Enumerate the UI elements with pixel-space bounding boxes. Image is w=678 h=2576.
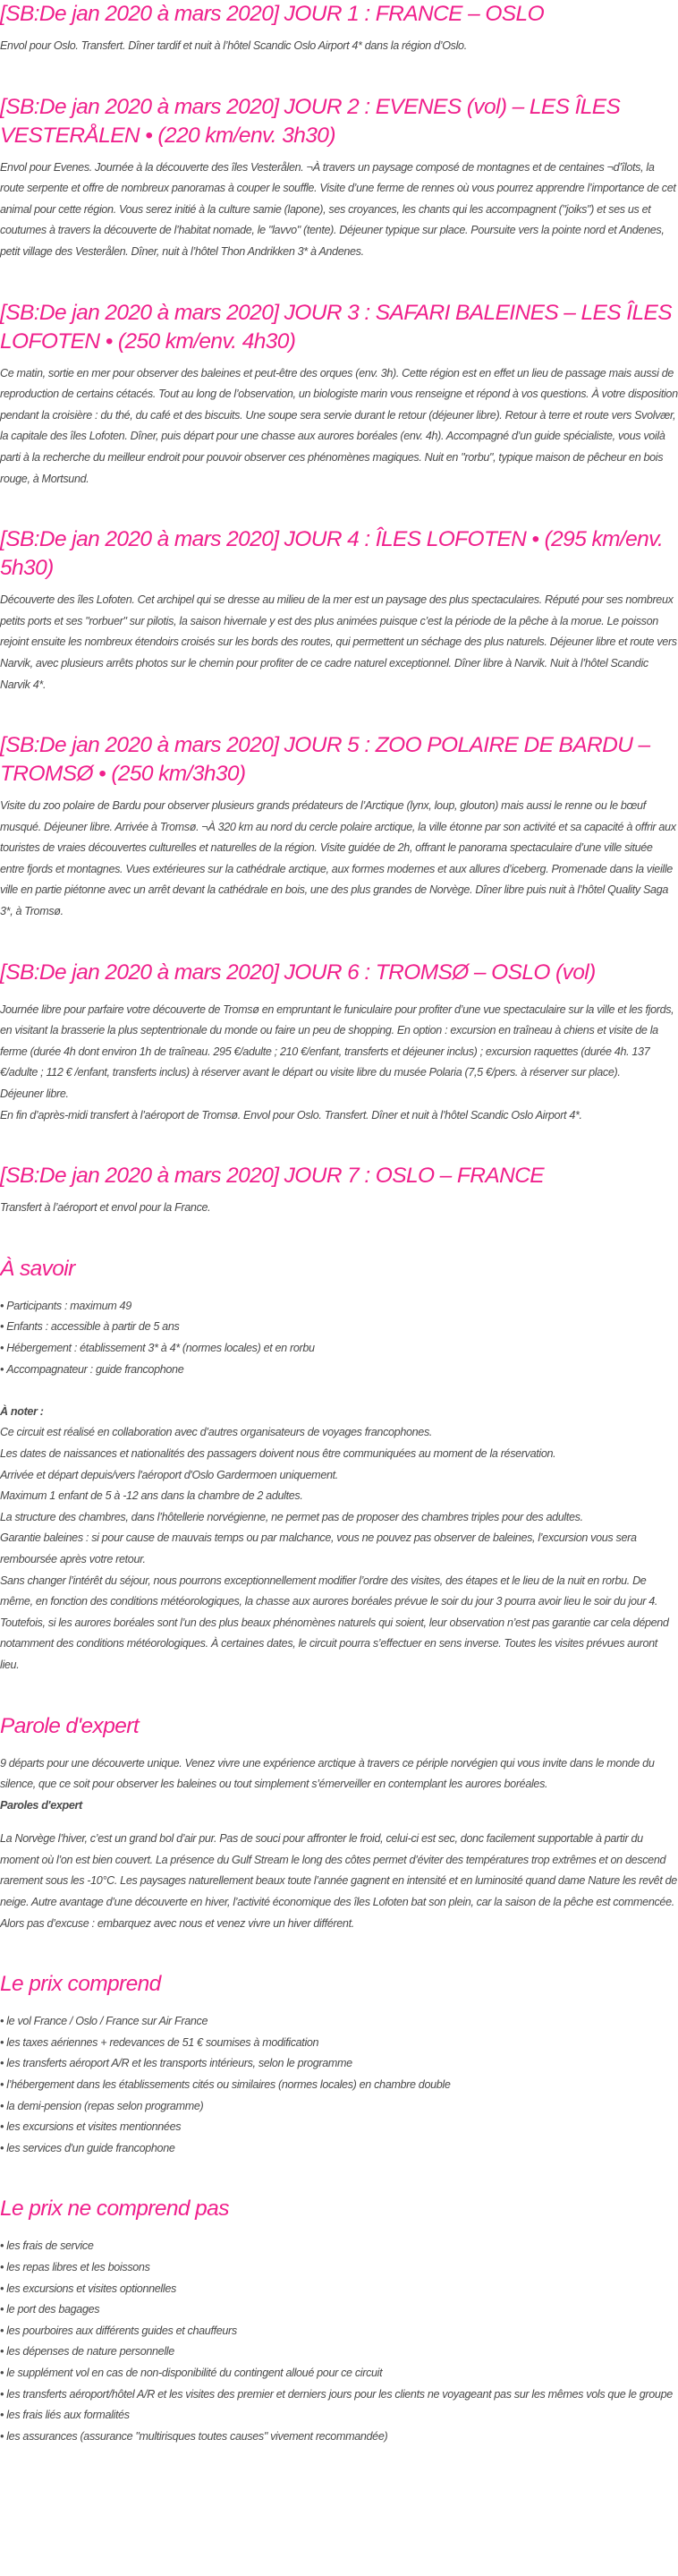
list-item: • les taxes aériennes + redevances de 51 € soumises à modification	[0, 2033, 678, 2054]
day-description: Envol pour Evenes. Journée à la découverte des îles Vesterålen. ¬À travers un paysage composé de montagnes et de centaines ¬d’îlots, la route serpente et offre de nombreux panoramas à couper le souffle. Visite d’une ferme de rennes où vous pourrez apprendre l’importance de cet animal pour cette région. Vous serez initié à la culture samie (lapone), ses croyances, les chants qui les accompagnent ("joiks") et ses us et coutumes à travers la découverte de l’habitat nomade, le "lavvo" (tente). Déjeuner typique sur place. Poursuite vers la pointe nord et Andenes, petit village des Vesterålen. Dîner, nuit à l’hôtel Thon Andrikken 3* à Andenes.	[0, 160, 676, 258]
a-savoir-section	[0, 1255, 678, 1676]
day-1	[0, 0, 678, 57]
prix-comprend-section	[0, 1970, 678, 2159]
prix-ne-comprend-pas-section	[0, 2195, 678, 2447]
expert-intro: 9 départs pour une découverte unique. Venez vivre une expérience arctique à travers ce périple norvégien qui vous invite dans le monde du silence, que ce soit pour observer les baleines ou tout simplement s’émerveiller en contemplant les aurores boréales.	[0, 1756, 655, 1791]
list-item: • Participants : maximum 49	[0, 1296, 678, 1318]
day-description: En fin d’après-midi transfert à l’aéroport de Tromsø. Envol pour Oslo. Transfert. Dîner et nuit à l’hôtel Scandic Oslo Airport 4*.	[0, 1108, 582, 1122]
day-6	[0, 959, 678, 1127]
list-item: • les frais liés aux formalités	[0, 2405, 678, 2427]
day-description: Transfert à l’aéroport et envol pour la France.	[0, 1201, 211, 1215]
day-title: [SB:De jan 2020 à mars 2020] JOUR 2 : EVENES (vol) – LES ÎLES VESTERÅLEN • (220 km/env. 3h30)	[0, 94, 621, 148]
note: Arrivée et départ depuis/vers l'aéroport d'Oslo Gardermoen uniquement.	[0, 1468, 338, 1481]
day-2	[0, 93, 678, 263]
day-description: Découverte des îles Lofoten. Cet archipel qui se dresse au milieu de la mer est un paysage des plus spectaculaires. Réputé pour ses nombreux petits ports et ses "rorbuer" sur pilotis, la saison hivernale y est des plus animées puisque c’est la période de la pêche à la morue. Le poisson rejoint ensuite les nombreux étendoirs croisés sur les bords des routes, qui permettent un séchage des plus naturels. Déjeuner libre et route vers Narvik, avec plusieurs arrêts photos sur le chemin pour profiter de ce cadre naturel exceptionnel. Dîner libre à Narvik. Nuit à l’hôtel Scandic Narvik 4*.	[0, 593, 677, 691]
list-item: • les excursions et visites mentionnées	[0, 2117, 678, 2138]
section-title: Le prix comprend	[0, 1972, 161, 1997]
list-item: • les assurances (assurance "multirisques toutes causes" vivement recommandée)	[0, 2427, 678, 2448]
list-item: • les pourboires aux différents guides et chauffeurs	[0, 2321, 678, 2342]
note: Sans changer l’intérêt du séjour, nous pourrons exceptionnellement modifier l’ordre des visites, des étapes et le lieu de la nuit en rorbu. De même, en fonction des conditions météorologiques, la chasse aux aurores boréales prévue le soir du jour 3 pourra avoir lieu le soir du jour 4. Toutefois, si les aurores boréales sont l’un des plus beaux phénomènes naturels qui soient, leur observation n’est pas garantie car cela dépend notamment des conditions météorologiques. À certaines dates, le circuit pourra s’effectuer en sens inverse. Toutes les visites prévues auront lieu.	[0, 1574, 669, 1671]
list-item: • les frais de service	[0, 2236, 678, 2257]
note: Les dates de naissances et nationalités des passagers doivent nous être communiquées au moment de la réservation.	[0, 1446, 556, 1460]
day-title: [SB:De jan 2020 à mars 2020] JOUR 4 : ÎLES LOFOTEN • (295 km/env. 5h30)	[0, 527, 664, 581]
list-item: • les transferts aéroport A/R et les transports intérieurs, selon le programme	[0, 2053, 678, 2075]
day-title: [SB:De jan 2020 à mars 2020] JOUR 1 : FRANCE – OSLO	[0, 2, 545, 26]
day-description: Visite du zoo polaire de Bardu pour observer plusieurs grands prédateurs de l’Arctique (lynx, loup, glouton) mais aussi le renne ou le bœuf musqué. Déjeuner libre. Arrivée à Tromsø. ¬À 320 km au nord du cercle polaire arctique, la ville étonne par son activité et sa capacité à offrir aux touristes de vraies découvertes culturelles et naturelles de la région. Visite guidée de 2h, offrant le panorama spectaculaire d’une ville située entre fjords et montagnes. Vues extérieures sur la cathédrale arctique, aux formes modernes et aux allures d’iceberg. Promenade dans la vieille ville en partie piétonne avec un arrêt devant la cathédrale en bois, une des plus grandes de Norvège. Dîner libre puis nuit à l’hôtel Quality Saga 3*, à Tromsø.	[0, 799, 676, 918]
day-title: [SB:De jan 2020 à mars 2020] JOUR 6 : TROMSØ – OSLO (vol)	[0, 960, 596, 985]
day-description: Déjeuner libre.	[0, 1088, 69, 1101]
note: Maximum 1 enfant de 5 à -12 ans dans la chambre de 2 adultes.	[0, 1489, 303, 1503]
day-description: Ce matin, sortie en mer pour observer des baleines et peut-être des orques (env. 3h). Cette région est en effet un lieu de passage mais aussi de reproduction de certains cétacés. Tout au long de l’observation, un biologiste marin vous renseigne et répond à vos questions. À votre disposition pendant la croisière : du thé, du café et des biscuits. Une soupe sera servie durant le retour (déjeuner libre). Retour à terre et route vers Svolvær, la capitale des îles Lofoten. Dîner, puis départ pour une chasse aux aurores boréales (env. 4h). Accompagné d’un guide spécialiste, vous voilà parti à la recherche du meilleur endroit pour pouvoir observer ces phénomènes magiques. Nuit en "rorbu", typique maison de pêcheur en bois rouge, à Mortsund.	[0, 366, 678, 485]
list-item: • Hébergement : établissement 3* à 4* (normes locales) et en rorbu	[0, 1338, 678, 1360]
day-title: [SB:De jan 2020 à mars 2020] JOUR 3 : SAFARI BALEINES – LES ÎLES LOFOTEN • (250 km/env. 4h30)	[0, 300, 672, 354]
section-title: À savoir	[0, 1256, 75, 1281]
day-title: [SB:De jan 2020 à mars 2020] JOUR 5 : ZOO POLAIRE DE BARDU – TROMSØ • (250 km/3h30)	[0, 733, 650, 787]
list-item: • le supplément vol en cas de non-disponibilité du contingent alloué pour ce circuit	[0, 2363, 678, 2384]
day-description: Envol pour Oslo. Transfert. Dîner tardif et nuit à l’hôtel Scandic Oslo Airport 4* dans la région d’Oslo.	[0, 39, 467, 52]
day-description: Journée libre pour parfaire votre découverte de Tromsø en empruntant le funiculaire pour profiter d’une vue spectaculaire sur la ville et les fjords, en visitant la brasserie la plus septentrionale du monde ou faire un peu de shopping. En option : excursion en traîneau à chiens et visite de la ferme (durée 4h dont environ 1h de traîneau. 295 €/adulte ; 210 €/enfant, transferts et déjeuner inclus) ; excursion raquettes (durée 4h. 137 €/adulte ; 112 € /enfant, transferts inclus) à réserver avant le départ ou visite libre du musée Polaria (7,5 €/pers. à réserver sur place).	[0, 1002, 674, 1079]
list-item: • les transferts aéroport/hôtel A/R et les visites des premier et derniers jours pour les clients ne voyageant pas sur les mêmes vols que le groupe	[0, 2384, 678, 2406]
list-item: • les dépenses de nature personnelle	[0, 2341, 678, 2363]
day-3	[0, 299, 678, 490]
list-item: • les excursions et visites optionnelles	[0, 2279, 678, 2300]
day-title: [SB:De jan 2020 à mars 2020] JOUR 7 : OSLO – FRANCE	[0, 1164, 545, 1189]
section-title: Le prix ne comprend pas	[0, 2196, 229, 2222]
list-item: • l’hébergement dans les établissements cités ou similaires (normes locales) en chambre double	[0, 2075, 678, 2096]
list-item: • les repas libres et les boissons	[0, 2257, 678, 2279]
note: Ce circuit est réalisé en collaboration avec d’autres organisateurs de voyages francophones.	[0, 1426, 433, 1439]
list-item: • la demi-pension (repas selon programme)	[0, 2096, 678, 2118]
expert-body: La Norvège l’hiver, c’est un grand bol d’air pur. Pas de souci pour affronter le froid, celui-ci est sec, donc facilement supportable à partir du moment où l’on est bien couvert. La présence du Gulf Stream le long des côtes permet d’éviter des températures trop extrêmes et on descend rarement sous les -10°C. Les paysages naturellement beaux toute l’année gagnent en intensité et en luminosité quand dame Nature les revêt de neige. Autre avantage d’une découverte en hiver, l’activité économique des îles Lofoten bat son plein, car la saison de la pêche est commencée. Alors pas d’excuse : embarquez avec nous et venez vivre un hiver différent.	[0, 1832, 677, 1930]
day-4	[0, 525, 678, 695]
note: Garantie baleines : si pour cause de mauvais temps ou par malchance, vous ne pouvez pas observer de baleines, l’excursion vous sera remboursée après votre retour.	[0, 1531, 637, 1565]
list-item: • le vol France / Oslo / France sur Air France	[0, 2011, 678, 2033]
list-item: • Accompagnateur : guide francophone	[0, 1360, 678, 1381]
section-title: Parole d'expert	[0, 1713, 140, 1738]
day-5	[0, 731, 678, 923]
expert-subtitle: Paroles d'expert	[0, 1798, 82, 1812]
parole-expert-section	[0, 1712, 678, 1935]
day-7	[0, 1162, 678, 1219]
list-item: • le port des bagages	[0, 2299, 678, 2321]
list-item: • Enfants : accessible à partir de 5 ans	[0, 1317, 678, 1338]
a-savoir-list	[0, 1296, 678, 1380]
list-item: • les services d'un guide francophone	[0, 2138, 678, 2160]
note: La structure des chambres, dans l’hôtellerie norvégienne, ne permet pas de proposer des chambres triples pour des adultes.	[0, 1510, 583, 1523]
note-label: À noter :	[0, 1404, 44, 1418]
prix-ne-comprend-pas-list	[0, 2236, 678, 2447]
prix-comprend-list	[0, 2011, 678, 2159]
